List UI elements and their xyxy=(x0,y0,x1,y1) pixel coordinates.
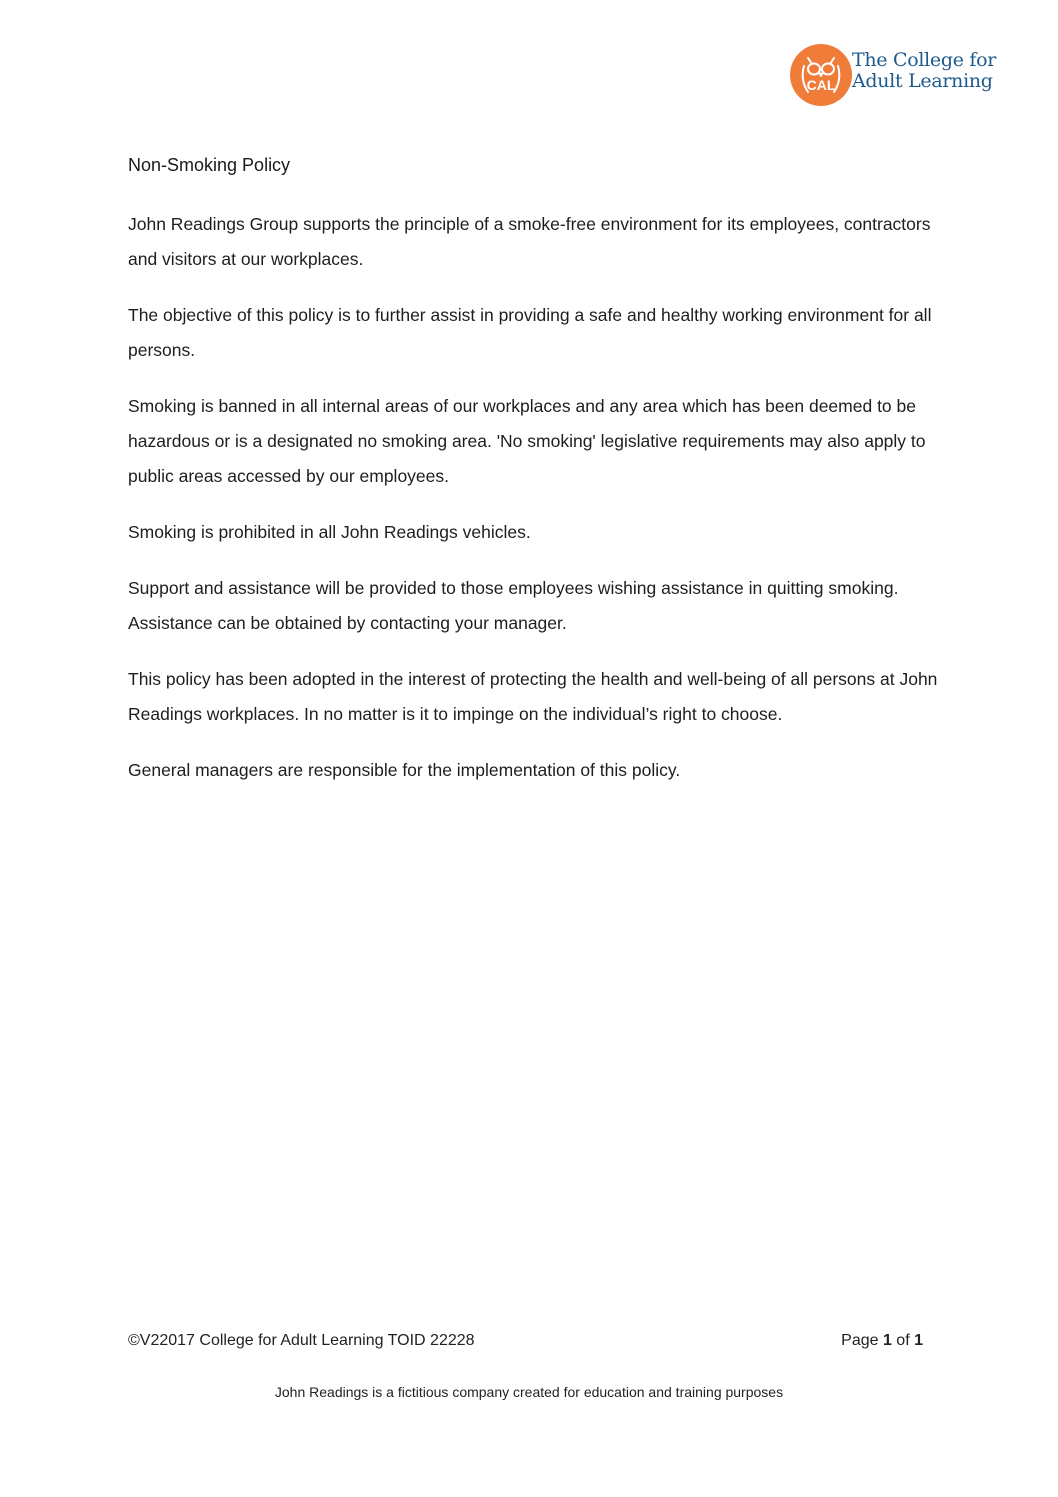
owl-icon xyxy=(790,44,852,106)
page-total: 1 xyxy=(914,1332,923,1349)
logo-line-2: Adult Learning xyxy=(852,70,993,92)
paragraph-1: John Readings Group supports the principle of a smoke-free environment for its employees, contractors and visitors at our workplaces. xyxy=(128,214,931,269)
document-body xyxy=(128,207,938,809)
footer-disclaimer: John Readings is a fictitious company created for education and training purposes xyxy=(274,1384,784,1400)
paragraph-7: General managers are responsible for the implementation of this policy. xyxy=(128,760,681,780)
page-of: of xyxy=(891,1332,915,1349)
logo-line-1: The College for xyxy=(852,49,997,71)
college-logo xyxy=(790,44,1005,108)
page-number xyxy=(841,1332,923,1350)
paragraph-6: This policy has been adopted in the interest of protecting the health and well-being of all persons at John Readings workplaces. In no matter is it to impinge on the individual’s right to choose. xyxy=(128,669,938,724)
logo-badge-text: CAL xyxy=(806,77,836,93)
page-prefix: Page xyxy=(841,1332,883,1349)
paragraph-4: Smoking is prohibited in all John Readings vehicles. xyxy=(128,522,531,542)
document-title: Non-Smoking Policy xyxy=(128,155,291,175)
paragraph-5: Support and assistance will be provided to those employees wishing assistance in quitting smoking. Assistance can be obtained by contacting your manager. xyxy=(128,578,899,633)
paragraph-3: Smoking is banned in all internal areas of our workplaces and any area which has been deemed to be hazardous or is a designated no smoking area. 'No smoking' legislative requirements may also apply to public areas accessed by our employees. xyxy=(128,396,926,486)
paragraph-2: The objective of this policy is to further assist in providing a safe and healthy working environment for all persons. xyxy=(128,305,932,360)
logo-wordmark xyxy=(852,50,1005,92)
footer-copyright: ©V22017 College for Adult Learning TOID 22228 xyxy=(128,1332,475,1349)
page-current: 1 xyxy=(882,1332,892,1349)
